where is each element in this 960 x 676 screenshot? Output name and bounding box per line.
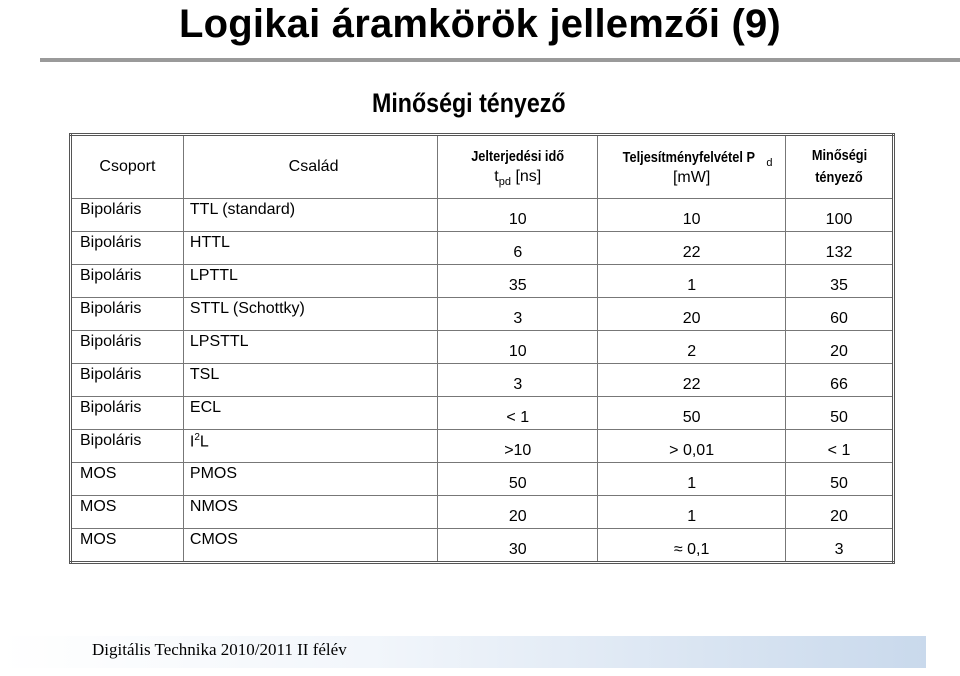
cell-group: Bipoláris — [71, 397, 184, 430]
cell-quality: 100 — [786, 199, 894, 232]
header-group: Csoport — [71, 135, 184, 199]
cell-family: NMOS — [183, 496, 437, 529]
cell-delay: 3 — [438, 298, 598, 331]
table-row — [71, 265, 894, 298]
cell-delay: 20 — [438, 496, 598, 529]
cell-family: TTL (standard) — [183, 199, 437, 232]
slide-title: Logikai áramkörök jellemzői (9) — [179, 2, 781, 46]
cell-group: MOS — [71, 496, 184, 529]
cell-family: LPTTL — [183, 265, 437, 298]
cell-group: Bipoláris — [71, 430, 184, 463]
cell-delay: 3 — [438, 364, 598, 397]
cell-family: PMOS — [183, 463, 437, 496]
cell-power: 10 — [598, 199, 786, 232]
cell-delay: 6 — [438, 232, 598, 265]
cell-delay: 10 — [438, 199, 598, 232]
cell-quality: 3 — [786, 529, 894, 563]
cell-quality: 132 — [786, 232, 894, 265]
header-power: Teljesítményfelvétel P $_d$ [mW] — [598, 135, 786, 199]
cell-group: MOS — [71, 463, 184, 496]
header-quality: Minőségi tényező — [786, 135, 894, 199]
cell-group: Bipoláris — [71, 331, 184, 364]
cell-quality: < 1 — [786, 430, 894, 463]
header-family: Család — [183, 135, 437, 199]
cell-family: CMOS — [183, 529, 437, 563]
cell-delay: 50 — [438, 463, 598, 496]
cell-quality: 60 — [786, 298, 894, 331]
table-row — [71, 397, 894, 430]
table-row — [71, 199, 894, 232]
cell-power: 22 — [598, 364, 786, 397]
cell-power: ≈ 0,1 — [598, 529, 786, 563]
table-row — [71, 331, 894, 364]
cell-power: 2 — [598, 331, 786, 364]
cell-power: > 0,01 — [598, 430, 786, 463]
cell-quality: 66 — [786, 364, 894, 397]
cell-power: 1 — [598, 265, 786, 298]
logic-family-table — [69, 133, 895, 564]
cell-delay: 10 — [438, 331, 598, 364]
table-row — [71, 529, 894, 563]
cell-group: MOS — [71, 529, 184, 563]
footer-course-label: Digitális Technika 2010/2011 II félév — [92, 640, 347, 659]
cell-delay: >10 — [438, 430, 598, 463]
cell-quality: 20 — [786, 331, 894, 364]
cell-power: 1 — [598, 463, 786, 496]
table-row — [71, 496, 894, 529]
cell-power: 1 — [598, 496, 786, 529]
cell-power: 20 — [598, 298, 786, 331]
cell-group: Bipoláris — [71, 298, 184, 331]
cell-group: Bipoláris — [71, 232, 184, 265]
footer-bar — [0, 636, 926, 668]
table-row — [71, 364, 894, 397]
table-row — [71, 298, 894, 331]
cell-delay: 35 — [438, 265, 598, 298]
cell-family: HTTL — [183, 232, 437, 265]
cell-group: Bipoláris — [71, 199, 184, 232]
cell-power: 50 — [598, 397, 786, 430]
table-row — [71, 232, 894, 265]
cell-power: 22 — [598, 232, 786, 265]
cell-family: STTL (Schottky) — [183, 298, 437, 331]
cell-family: ECL — [183, 397, 437, 430]
table-row — [71, 463, 894, 496]
slide-subtitle: Minőségi tényező — [372, 88, 566, 118]
cell-quality: 20 — [786, 496, 894, 529]
title-divider — [40, 58, 960, 62]
header-delay: Jelterjedési idő $t_{pd}$ [ns] — [438, 135, 598, 199]
cell-quality: 35 — [786, 265, 894, 298]
cell-delay: < 1 — [438, 397, 598, 430]
table-row — [71, 430, 894, 463]
cell-group: Bipoláris — [71, 265, 184, 298]
cell-family: TSL — [183, 364, 437, 397]
table-header-row — [71, 135, 894, 199]
cell-quality: 50 — [786, 397, 894, 430]
cell-delay: 30 — [438, 529, 598, 563]
cell-group: Bipoláris — [71, 364, 184, 397]
cell-quality: 50 — [786, 463, 894, 496]
cell-family: $I^2L$ — [183, 430, 437, 463]
cell-family: LPSTTL — [183, 331, 437, 364]
